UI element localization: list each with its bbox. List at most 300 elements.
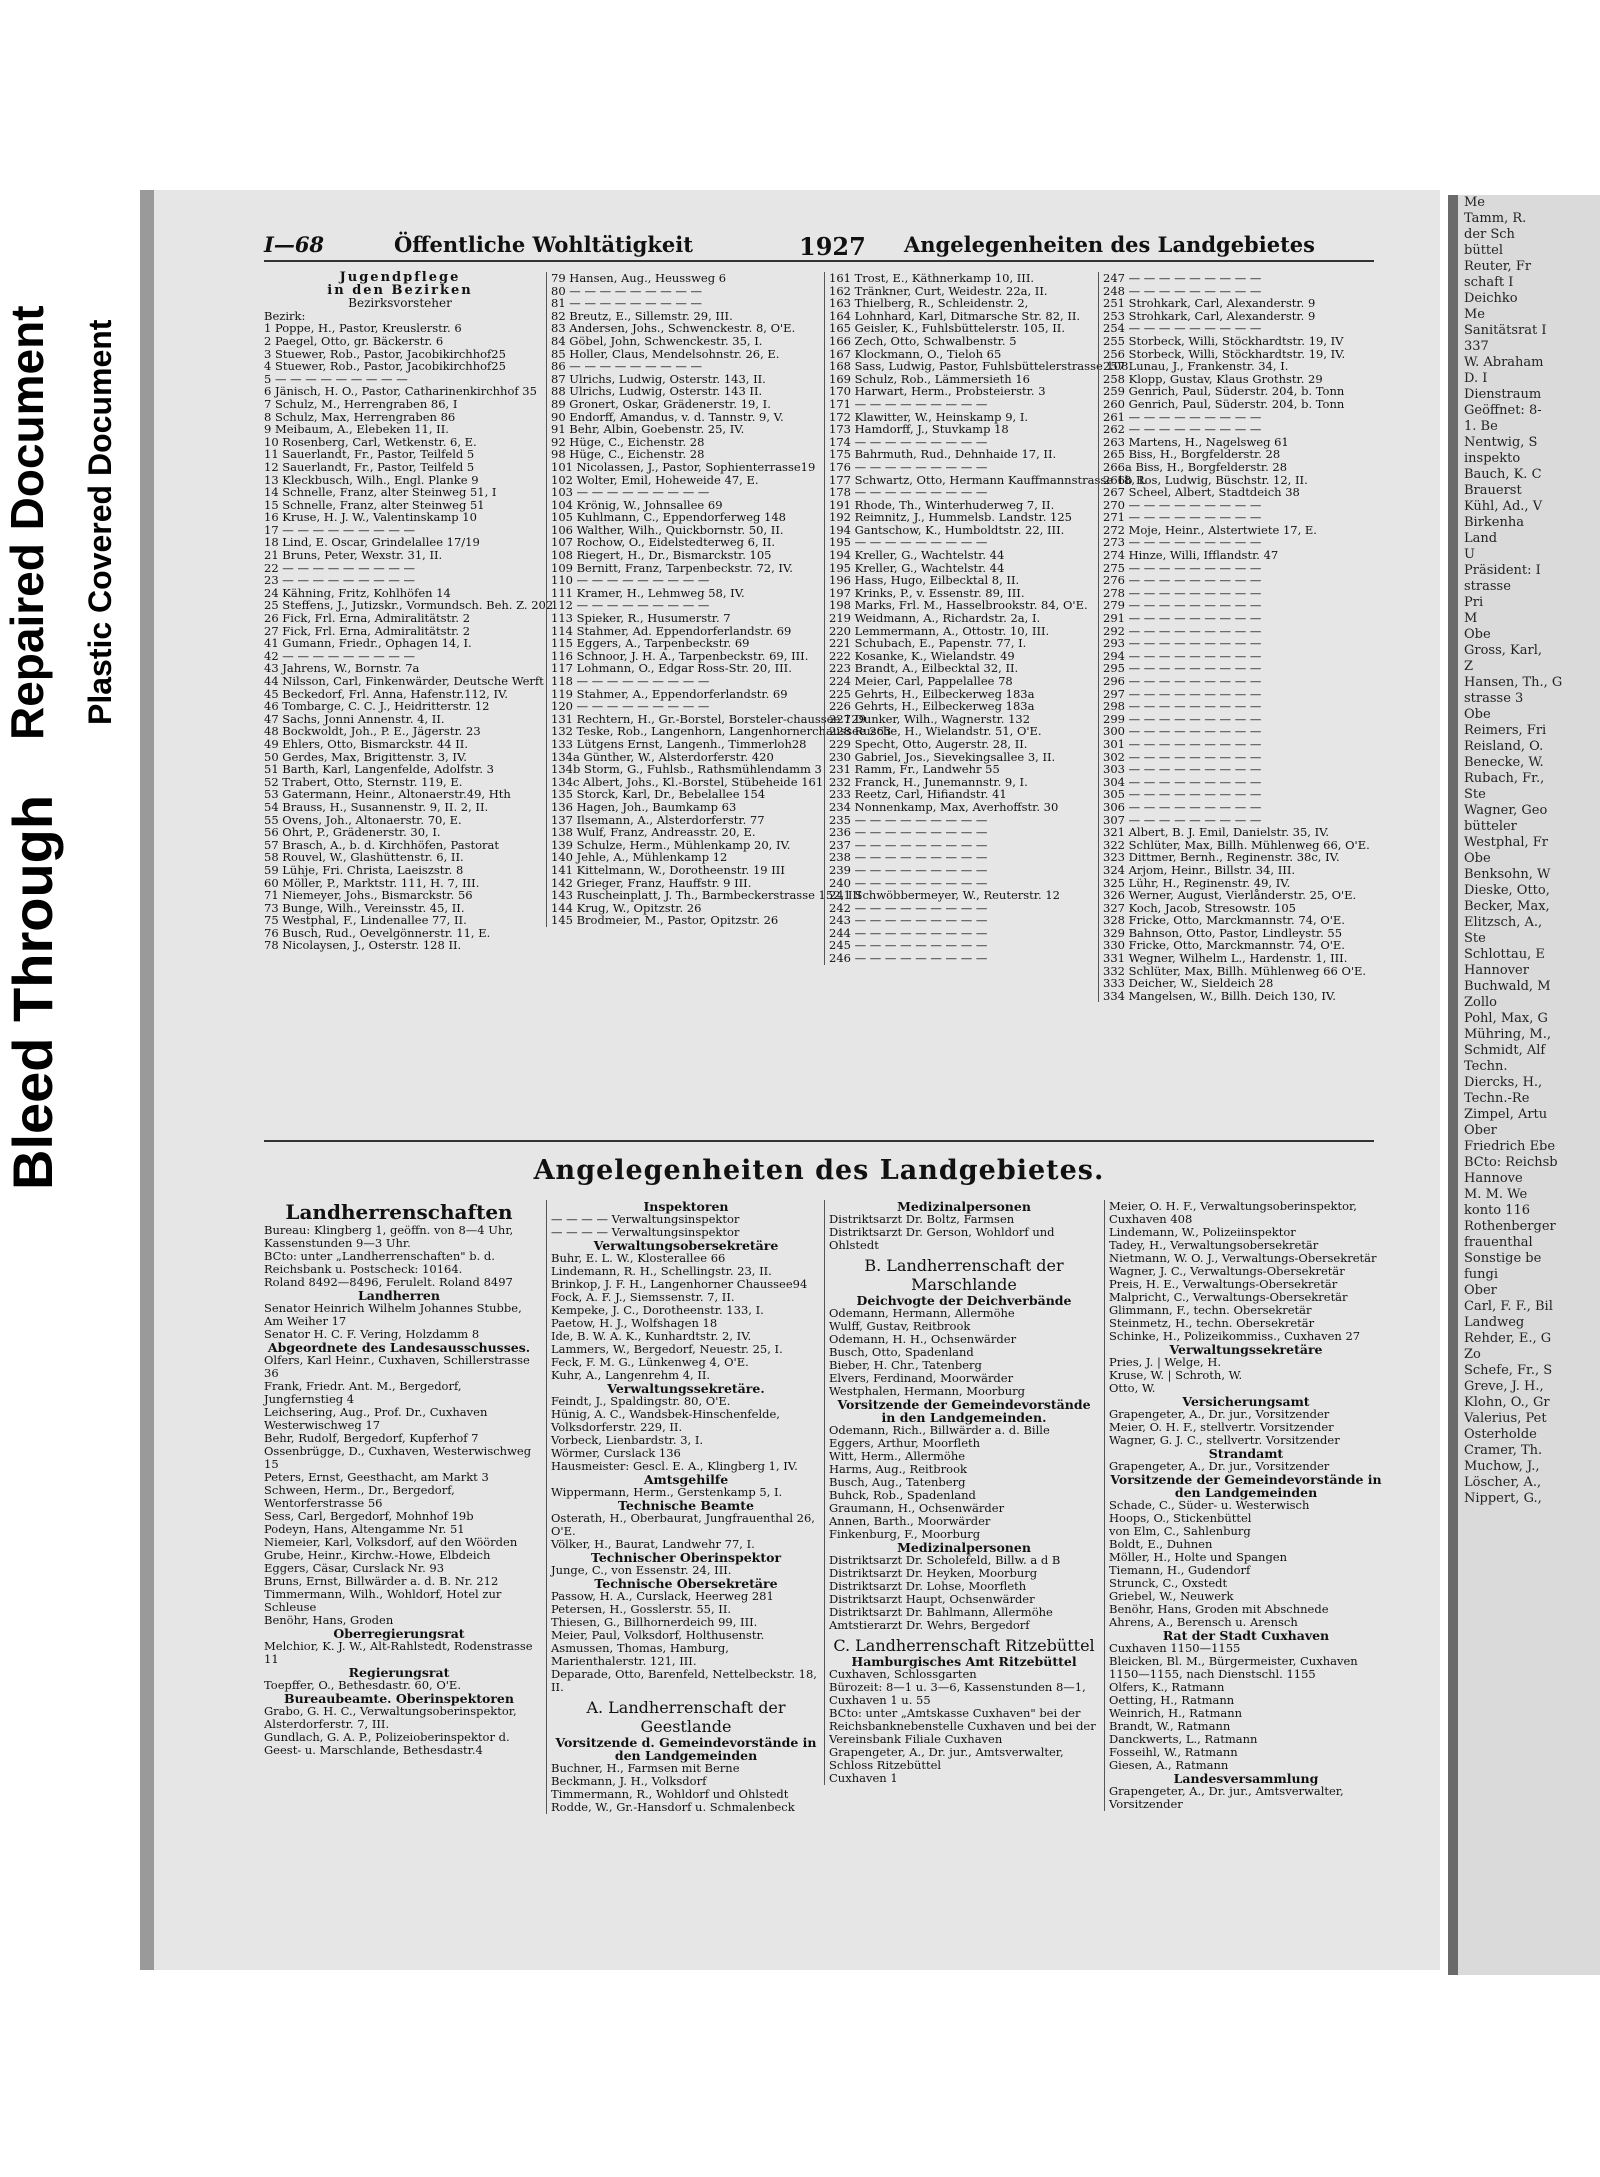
list-item: 236 — — — — — — — — — (829, 825, 988, 840)
bcol4-list (1109, 1200, 1383, 1811)
list-item: 242 — — — — — — — — — (829, 900, 988, 915)
list-item: Distriktsarzt Dr. Bahlmann, Allermöhe (829, 1605, 1053, 1619)
column-2 (546, 271, 892, 928)
list-item: 198 Marks, Frl. M., Hasselbrookstr. 84, O'E. (829, 598, 1088, 613)
fragment-line: Buchwald, M (1464, 979, 1551, 994)
fragment-line: Osterholde (1464, 1427, 1537, 1442)
list-item: Bleicken, Bl. M., Bürgermeister, Cuxhaven 1150—1155, nach Dienstschl. 1155 (1109, 1654, 1358, 1681)
list-item: 163 Thielberg, R., Schleidenstr. 2, (829, 296, 1029, 311)
list-item: 326 Werner, August, Vierlånderstr. 25, O'E. (1103, 888, 1357, 903)
list-item: BCto: unter „Landherrenschaften" b. d. Reichsbank u. Postscheck: 10164. (264, 1249, 495, 1276)
list-item: 168 Sass, Ludwig, Pastor, Fuhlsbüttelerstrasse 108 (829, 359, 1129, 374)
fragment-line: Nentwig, S (1464, 435, 1538, 450)
list-item: 13 Kleckbusch, Wilh., Engl. Planke 9 (264, 472, 479, 487)
list-item: Danckwerts, L., Ratmann (1109, 1732, 1258, 1746)
fragment-line: frauenthal (1464, 1235, 1533, 1250)
list-item: 239 — — — — — — — — — (829, 862, 988, 877)
header-year: 1927 (799, 232, 866, 261)
list-item: Vorbeck, Lienbardstr. 3, I. (551, 1433, 704, 1447)
fragment-line: Muchow, J., (1464, 1459, 1540, 1474)
list-item: BCto: unter „Amtskasse Cuxhaven" bei der Reichsbanknebenstelle Cuxhaven und bei der Vereinsbank Filiale Cuxhaven (829, 1706, 1096, 1746)
col1-list (264, 321, 554, 953)
label-repaired-document: Repaired Document (1, 305, 53, 740)
list-item: 240 — — — — — — — — — (829, 875, 988, 890)
list-item: Sess, Carl, Bergedorf, Mohnhof 19b (264, 1509, 474, 1523)
fragment-line: Ste (1464, 787, 1486, 802)
fragment-line: büttel (1464, 243, 1503, 258)
list-item: 110 — — — — — — — — — (551, 573, 710, 588)
fragment-line: Landweg (1464, 1315, 1525, 1330)
list-item: 53 Gatermann, Heinr., Altonaerstr.49, Hth (264, 787, 511, 802)
list-item: 292 — — — — — — — — — (1103, 623, 1262, 638)
list-item: 296 — — — — — — — — — (1103, 674, 1262, 688)
fragment-line: D. I (1464, 371, 1488, 386)
fragment-line: Rehder, E., G (1464, 1331, 1552, 1346)
list-item: 10 Rosenberg, Carl, Wetkenstr. 6, E. (264, 434, 477, 449)
list-item: 255 Storbeck, Willi, Stöckhardtstr. 19, IV (1103, 333, 1344, 348)
list-item: Ahrens, A., Berensch u. Arensch (1109, 1615, 1298, 1629)
fragment-line: strasse (1464, 579, 1511, 594)
list-item: 222 Kosanke, K., Wielandstr. 49 (829, 648, 1015, 663)
list-item: 266a Biss, H., Borgfelderstr. 28 (1103, 459, 1288, 474)
subsection-heading: Verwaltungssekretäre (1169, 1342, 1323, 1357)
bcol2-list (551, 1200, 821, 1814)
list-item: 87 Ulrichs, Ludwig, Osterstr. 143, II. (551, 371, 766, 386)
fragment-line: U (1464, 547, 1475, 562)
list-item: Benöhr, Hans, Groden mit Abschnede (1109, 1602, 1329, 1616)
list-item: 257 Lunau, J., Frankenstr. 34, I. (1103, 359, 1289, 374)
list-item: Glimmann, F., techn. Obersekretär (1109, 1303, 1312, 1317)
list-item: Hausmeister: Gescl. E. A., Klingberg 1, IV. (551, 1459, 798, 1473)
list-item: 271 — — — — — — — — — (1103, 510, 1262, 525)
list-item: Rodde, W., Gr.-Hansdorf u. Schmalenbeck (551, 1800, 795, 1814)
list-item: 167 Klockmann, O., Tieloh 65 (829, 346, 1002, 361)
list-item: 297 — — — — — — — — — (1103, 686, 1262, 701)
list-item: 48 Bockwoldt, Joh., P. E., Jägerstr. 23 (264, 724, 481, 739)
bottom-column-2 (546, 1200, 821, 1814)
list-item: Toepffer, O., Bethesdastr. 60, O'E. (264, 1678, 461, 1692)
list-item: Griebel, W., Neuwerk (1109, 1589, 1234, 1603)
list-item: 102 Wolter, Emil, Hoheweide 47, E. (551, 472, 759, 487)
subsection-heading: Hamburgisches Amt Ritzebüttel (851, 1654, 1077, 1669)
list-item: Eggers, Cäsar, Curslack Nr. 93 (264, 1561, 445, 1575)
list-item: 115 Eggers, A., Tarpenbeckstr. 69 (551, 636, 750, 651)
list-item: 178 — — — — — — — — — (829, 485, 988, 500)
list-item: Preis, H. E., Verwaltungs-Obersekretär (1109, 1277, 1338, 1291)
fragment-line: Reisland, O. (1464, 739, 1544, 754)
list-item: Weinrich, H., Ratmann (1109, 1706, 1243, 1720)
list-item: 52 Trabert, Otto, Sternstr. 119, E. (264, 774, 463, 789)
side-label-strip (0, 0, 140, 2177)
list-item: 3 Stuewer, Rob., Pastor, Jacobikirchhof25 (264, 346, 506, 361)
list-item: Bieber, H. Chr., Tatenberg (829, 1358, 982, 1372)
fragment-line: Mühring, M., (1464, 1027, 1551, 1042)
list-item: Thiesen, G., Billhornerdeich 99, III. (551, 1615, 758, 1629)
list-item: 54 Brauss, H., Susannenstr. 9, II. 2, II. (264, 799, 489, 814)
fragment-line: Diercks, H., (1464, 1075, 1543, 1090)
list-item: 73 Bunge, Wilh., Vereinsstr. 45, II. (264, 900, 465, 915)
list-item: 109 Bernitt, Franz, Tarpenbeckstr. 72, IV. (551, 560, 793, 575)
list-item: 26 Fick, Frl. Erna, Admiralitätstr. 2 (264, 611, 471, 626)
col4-list (1103, 272, 1383, 1002)
list-item: 227 Dunker, Wilh., Wagnerstr. 132 (829, 711, 1031, 726)
list-item: 90 Endorff, Amandus, v. d. Tannstr. 9, V. (551, 409, 784, 424)
fragment-line: Z (1464, 659, 1474, 674)
fragment-line: Dienstraum (1464, 387, 1542, 402)
list-item: 331 Wegner, Wilhelm L., Hardenstr. 1, III. (1103, 951, 1348, 966)
bcol1-list (264, 1224, 534, 1757)
fragment-line: Rubach, Fr., (1464, 771, 1545, 786)
list-item: 323 Dittmer, Bernh., Reginenstr. 38c, IV. (1103, 850, 1340, 865)
fragment-line: schaft I (1464, 275, 1514, 290)
list-item: Passow, H. A., Curslack, Heerweg 281 (551, 1589, 774, 1603)
list-item: 134b Storm, G., Fuhlsb., Rathsmühlendamm 3 (551, 762, 822, 777)
list-item: 266b Ros, Ludwig, Büschstr. 12, II. (1103, 472, 1308, 487)
fragment-line: Obe (1464, 851, 1491, 866)
list-item: 136 Hagen, Joh., Baumkamp 63 (551, 799, 737, 814)
fragment-line: Hannove (1464, 1171, 1523, 1186)
list-item: 24 Kähning, Fritz, Kohlhöfen 14 (264, 585, 451, 600)
list-item: 254 — — — — — — — — — (1103, 321, 1262, 336)
list-item: Roland 8492—8496, Ferulelt. Roland 8497 (264, 1275, 513, 1289)
list-item: Lammers, W., Bergedorf, Neuestr. 25, I. (551, 1342, 783, 1356)
label-plastic-covered: Plastic Covered Document (82, 319, 118, 725)
list-item: 113 Spieker, R., Husumerstr. 7 (551, 611, 731, 626)
list-item: 295 — — — — — — — — — (1103, 661, 1262, 676)
list-item: Distriktsarzt Dr. Boltz, Farmsen (829, 1212, 1015, 1226)
fragment-line: bütteler (1464, 819, 1517, 834)
fragment-line: M (1464, 611, 1478, 626)
list-item: — — — — Verwaltungsinspektor (551, 1212, 740, 1226)
list-item: 84 Göbel, John, Schwenckestr. 35, I. (551, 333, 763, 348)
list-item: Hoops, O., Stickenbüttel (1109, 1511, 1252, 1525)
fragment-line: Hansen, Th., G (1464, 675, 1563, 690)
list-item: 196 Hass, Hugo, Eilbecktal 8, II. (829, 573, 1020, 588)
list-item: 17 — — — — — — — — — (264, 522, 416, 537)
list-item: 108 Riegert, H., Dr., Bismarckstr. 105 (551, 548, 772, 563)
list-item: 279 — — — — — — — — — (1103, 598, 1262, 613)
list-item: 105 Kuhlmann, C., Eppendorferweg 148 (551, 510, 786, 525)
fragment-line: strasse 3 (1464, 691, 1524, 706)
list-item: 305 — — — — — — — — — (1103, 787, 1262, 802)
list-item: Grabo, G. H. C., Verwaltungsoberinspektor, Alsterdorferstr. 7, III. (264, 1704, 517, 1731)
list-item: 194 Kreller, G., Wachtelstr. 44 (829, 548, 1005, 563)
list-item: 133 Lütgens Ernst, Langenh., Timmerloh28 (551, 736, 807, 751)
subsection-heading: Rat der Stadt Cuxhaven (1162, 1628, 1330, 1643)
fragment-line: Techn.-Re (1464, 1091, 1530, 1106)
list-item: Busch, Otto, Spadenland (829, 1345, 974, 1359)
list-item: Olfers, K., Ratmann (1109, 1680, 1225, 1694)
list-item: Frank, Friedr. Ant. M., Bergedorf, Jungfernstieg 4 (264, 1379, 462, 1406)
list-item: Distriktsarzt Dr. Lohse, Moorfleth (829, 1579, 1027, 1593)
fragment-line: Carl, F. F., Bil (1464, 1299, 1553, 1314)
subsection-heading: Deichvogte der Deichverbände (856, 1293, 1072, 1308)
list-item: 139 Schulze, Herm., Mühlenkamp 20, IV. (551, 837, 791, 852)
list-item: 304 — — — — — — — — — (1103, 774, 1262, 789)
subsection-heading: Technische Obersekretäre (594, 1576, 778, 1591)
page-header (264, 230, 1374, 262)
list-item: 334 Mangelsen, W., Billh. Deich 130, IV. (1103, 988, 1336, 1003)
subsection-heading: Landherren (358, 1288, 440, 1303)
list-item: Senator H. C. F. Vering, Holzdamm 8 (264, 1327, 480, 1341)
list-item: 14 Schnelle, Franz, alter Steinweg 51, I (264, 485, 497, 500)
list-item: Meier, O. H. F., Verwaltungsoberinspektor, Cuxhaven 408 (1109, 1199, 1357, 1226)
list-item: Amtstierarzt Dr. Wehrs, Bergedorf (829, 1618, 1030, 1632)
list-item: 170 Harwart, Herm., Probsteierstr. 3 (829, 384, 1046, 399)
list-item: Harms, Aug., Reitbrook (829, 1462, 967, 1476)
list-item: 263 Martens, H., Nagelsweg 61 (1103, 434, 1289, 449)
list-item: 137 Ilsemann, A., Alsterdorferstr. 77 (551, 812, 765, 827)
list-item: 247 — — — — — — — — — (1103, 271, 1262, 285)
list-item: Deparade, Otto, Barenfeld, Nettelbeckstr. 18, II. (551, 1667, 817, 1694)
fragment-line: der Sch (1464, 227, 1515, 242)
document-page (140, 190, 1440, 1970)
list-item: 225 Gehrts, H., Eilbeckerweg 183a (829, 686, 1035, 701)
column-3 (824, 271, 1147, 966)
list-item: Tiemann, H., Gudendorf (1109, 1563, 1251, 1577)
list-item: 58 Rouvel, W., Glashüttenstr. 6, II. (264, 850, 464, 865)
list-item: Niemeier, Karl, Volksdorf, auf den Wöörden (264, 1535, 518, 1549)
list-item: Otto, W. (1109, 1381, 1156, 1395)
fragment-line: BCto: Reichsb (1464, 1155, 1558, 1170)
list-item: 253 Strohkark, Carl, Alexanderstr. 9 (1103, 308, 1316, 323)
list-item: 262 — — — — — — — — — (1103, 422, 1262, 437)
subsection-heading: Medizinalpersonen (897, 1540, 1031, 1555)
fragment-line: Elitzsch, A., (1464, 915, 1543, 930)
list-item: Wulff, Gustav, Reitbrook (829, 1319, 971, 1333)
list-item: 98 Hüge, C., Eichenstr. 28 (551, 447, 705, 462)
subsection-heading: Technischer Oberinspektor (590, 1550, 782, 1565)
fragment-line: konto 116 (1464, 1203, 1531, 1218)
list-item: 55 Ovens, Joh., Altonaerstr. 70, E. (264, 812, 462, 827)
fragment-line: Cramer, Th. (1464, 1443, 1543, 1458)
list-item: 192 Reimnitz, J., Hummelsb. Landstr. 125 (829, 510, 1072, 525)
fragment-line: Gross, Karl, (1464, 643, 1542, 658)
list-item: 272 Moje, Heinr., Alstertwiete 17, E. (1103, 522, 1317, 537)
list-item: 6 Jänisch, H. O., Pastor, Catharinenkirchhof 35 (264, 384, 537, 399)
bcol3-list (829, 1200, 1099, 1785)
list-item: 79 Hansen, Aug., Heussweg 6 (551, 271, 727, 285)
list-item: Westphalen, Hermann, Moorburg (829, 1384, 1025, 1398)
list-item: 173 Hamdorff, J., Stuvkamp 18 (829, 422, 1009, 437)
list-item: 329 Bahnson, Otto, Pastor, Lindleystr. 55 (1103, 925, 1343, 940)
section-divider (264, 1140, 1374, 1142)
list-item: 117 Lohmann, O., Edgar Ross-Str. 20, III. (551, 661, 792, 676)
list-item: 86 — — — — — — — — — (551, 359, 703, 374)
list-item: 228 Rusche, H., Wielandstr. 51, O'E. (829, 724, 1042, 739)
fragment-line: Sonstige be (1464, 1251, 1542, 1266)
list-item: Buchner, H., Farmsen mit Berne (551, 1761, 740, 1775)
fragment-line: Nippert, G., (1464, 1491, 1542, 1506)
section-heading: A. Landherrenschaft der Geestlande (586, 1698, 786, 1736)
list-item: 116 Schnoor, J. H. A., Tarpenbeckstr. 69, III. (551, 648, 809, 663)
list-item: 42 — — — — — — — — — (264, 648, 416, 663)
list-item: von Elm, C., Sahlenburg (1109, 1524, 1251, 1538)
list-item: 83 Andersen, Johs., Schwenckestr. 8, O'E. (551, 321, 796, 336)
list-item: 103 — — — — — — — — — (551, 485, 710, 500)
list-item: 43 Jahrens, W., Bornstr. 7a (264, 661, 420, 676)
list-item: 322 Schlüter, Max, Billh. Mühlenweg 66, O'E. (1103, 837, 1370, 852)
list-item: Pries, J. | Welge, H. (1109, 1355, 1222, 1369)
fragment-line: Klohn, O., Gr (1464, 1395, 1550, 1410)
list-item: 132 Teske, Rob., Langenhorn, Langenhornerchaussee 263 (551, 724, 892, 739)
list-item: 120 — — — — — — — — — (551, 699, 710, 714)
list-item: 256 Storbeck, Willi, Stöckhardtstr. 19, IV. (1103, 346, 1346, 361)
list-item: 142 Grieger, Franz, Hauffstr. 9 III. (551, 875, 752, 890)
fragment-line: Greve, J. H., (1464, 1379, 1544, 1394)
list-item: 258 Klopp, Gustav, Klaus Grothstr. 29 (1103, 371, 1323, 386)
list-item: 47 Sachs, Jonni Annenstr. 4, II. (264, 711, 445, 726)
fragment-line: 1. Be (1464, 419, 1498, 434)
list-item: Malpricht, C., Verwaltungs-Obersekretär (1109, 1290, 1348, 1304)
list-item: Odemann, H. H., Ochsenwärder (829, 1332, 1017, 1346)
list-item: Möller, H., Holte und Spangen (1109, 1550, 1288, 1564)
list-item: Melchior, K. J. W., Alt-Rahlstedt, Rodenstrasse 11 (264, 1639, 533, 1666)
fragment-line: Geöffnet: 8- (1464, 403, 1542, 418)
list-item: Timmermann, Wilh., Wohldorf, Hotel zur Schleuse (264, 1587, 502, 1614)
list-item: 172 Klawitter, W., Heinskamp 9, I. (829, 409, 1029, 424)
list-item: Graumann, H., Ochsenwärder (829, 1501, 1005, 1515)
list-item: 333 Deicher, W., Sieldeich 28 (1103, 976, 1274, 991)
fragment-line: Schefe, Fr., S (1464, 1363, 1553, 1378)
list-item: 169 Schulz, Rob., Lämmersieth 16 (829, 371, 1031, 386)
list-item: 101 Nicolassen, J., Pastor, Sophienterrasse19 (551, 459, 816, 474)
list-item: 224 Meier, Carl, Pappelallee 78 (829, 674, 1013, 688)
fragment-line: Dieske, Otto, (1464, 883, 1550, 898)
bottom-column-3 (824, 1200, 1099, 1785)
fragment-line: Obe (1464, 707, 1491, 722)
list-item: Distriktsarzt Dr. Scholefeld, Billw. a d B (829, 1553, 1061, 1567)
list-item: Schade, C., Süder- u. Westerwisch (1109, 1498, 1310, 1512)
list-item: 246 — — — — — — — — — (829, 951, 988, 966)
list-item: 260 Genrich, Paul, Süderstr. 204, b. Tonn (1103, 396, 1345, 411)
fragment-line: Ober (1464, 1123, 1497, 1138)
list-item: Grapengeter, A., Dr. jur., Vorsitzender (1109, 1407, 1330, 1421)
bottom-column-1 (264, 1200, 534, 1757)
list-item: Podeyn, Hans, Altengamme Nr. 51 (264, 1522, 465, 1536)
page-number: I—68 (264, 232, 325, 257)
list-item: 112 — — — — — — — — — (551, 598, 710, 613)
fragment-line: Ste (1464, 931, 1486, 946)
fragment-line: fungi (1464, 1267, 1499, 1282)
list-item: Senator Heinrich Wilhelm Johannes Stubbe, Am Weiher 17 (264, 1301, 522, 1328)
fragment-line: Zo (1464, 1347, 1481, 1362)
col2-list (551, 271, 892, 928)
list-item: Gundlach, G. A. P., Polizeioberinspektor d. Geest- u. Marschlande, Bethesdastr.4 (264, 1730, 510, 1757)
list-item: 2 Paegel, Otto, gr. Bäckerstr. 6 (264, 333, 444, 348)
list-item: 106 Walther, Wilh., Quickbornstr. 50, II. (551, 522, 784, 537)
list-item: 299 — — — — — — — — — (1103, 711, 1262, 726)
list-item: 195 — — — — — — — — — (829, 535, 988, 550)
fragment-line: Schlottau, E (1464, 947, 1545, 962)
list-item: 143 Ruscheinplatt, J. Th., Barmbeckerstrasse 152, III (551, 888, 862, 903)
list-item: 85 Holler, Claus, Mendelsohnstr. 26, E. (551, 346, 780, 361)
list-item: Feck, F. M. G., Lünkenweg 4, O'E. (551, 1355, 749, 1369)
fragment-line: Reimers, Fri (1464, 723, 1547, 738)
fragment-line: Zimpel, Artu (1464, 1107, 1548, 1122)
list-item: 306 — — — — — — — — — (1103, 799, 1262, 814)
list-item: 41 Gumann, Friedr., Ophagen 14, I. (264, 636, 472, 651)
list-item: 275 — — — — — — — — — (1103, 560, 1262, 575)
list-item: 12 Sauerlandt, Fr., Pastor, Teilfeld 5 (264, 459, 475, 474)
subsection-heading: Verwaltungsobersekretäre (593, 1238, 779, 1253)
fragment-line: 337 (1464, 339, 1489, 354)
fragment-line: Benksohn, W (1464, 867, 1551, 882)
list-item: 60 Möller, P., Marktstr. 111, H. 7, III. (264, 875, 480, 890)
list-item: Distriktsarzt Dr. Gerson, Wohldorf und Ohlstedt (829, 1225, 1055, 1252)
list-item: 5 — — — — — — — — — (264, 371, 408, 386)
list-item: 175 Bahrmuth, Rud., Dehnhaide 17, II. (829, 447, 1057, 462)
list-item: Eggers, Arthur, Moorfleth (829, 1436, 981, 1450)
list-item: 330 Fricke, Otto, Marckmannstr. 74, O'E. (1103, 938, 1345, 953)
fragment-line: Rothenberger (1464, 1219, 1556, 1234)
list-item: Finkenburg, F., Moorburg (829, 1527, 981, 1541)
list-item: Beckmann, J. H., Volksdorf (551, 1774, 707, 1788)
list-item: 274 Hinze, Willi, Ifflandstr. 47 (1103, 548, 1279, 563)
list-item: 230 Gabriel, Jos., Sievekingsallee 3, II. (829, 749, 1056, 764)
fragment-line: Land (1464, 531, 1498, 546)
list-item: 57 Brasch, A., b. d. Kirchhöfen, Pastorat (264, 837, 499, 852)
list-item: 294 — — — — — — — — — (1103, 648, 1262, 663)
list-item: 234 Nonnenkamp, Max, Averhoffstr. 30 (829, 799, 1059, 814)
list-item: 118 — — — — — — — — — (551, 674, 710, 688)
list-item: Bruns, Ernst, Billwärder a. d. B. Nr. 212 (264, 1574, 499, 1588)
list-item: Grube, Heinr., Kirchw.-Howe, Elbdeich (264, 1548, 491, 1562)
subsection-heading: Verwaltungssekretäre. (607, 1381, 765, 1396)
list-item: 7 Schulz, M., Herrengraben 86, I (264, 396, 458, 411)
list-item: 44 Nilsson, Carl, Finkenwärder, Deutsche Werft (264, 674, 544, 688)
list-item: 300 — — — — — — — — — (1103, 724, 1262, 739)
list-item: Kempeke, J. C., Dorotheenstr. 133, I. (551, 1303, 764, 1317)
list-item: 15 Schnelle, Franz, alter Steinweg 51 (264, 497, 485, 512)
list-item: 164 Lohnhard, Karl, Ditmarsche Str. 82, II. (829, 308, 1081, 323)
list-item: 176 — — — — — — — — — (829, 459, 988, 474)
list-item: 223 Brandt, A., Eilbecktal 32, II. (829, 661, 1019, 676)
col1-heading2: in den Bezirken (327, 282, 473, 298)
list-item: Schween, Herm., Dr., Bergedorf, Wentorferstrasse 56 (264, 1483, 455, 1510)
fragment-line: Präsident: I (1464, 563, 1541, 578)
list-item: Distriktsarzt Dr. Heyken, Moorburg (829, 1566, 1038, 1580)
list-item: Olfers, Karl Heinr., Cuxhaven, Schillerstrasse 36 (264, 1353, 530, 1380)
subsection-heading: Medizinalpersonen (897, 1199, 1031, 1214)
list-item: 23 — — — — — — — — — (264, 573, 416, 588)
subsection-heading: Oberregierungsrat (333, 1626, 465, 1641)
list-item: 78 Nicolaysen, J., Osterstr. 128 II. (264, 938, 462, 953)
list-item: 104 Krönig, W., Johnsallee 69 (551, 497, 723, 512)
list-item: 259 Genrich, Paul, Süderstr. 204, b. Tonn (1103, 384, 1345, 399)
list-item: 194 Gantschow, K., Humboldtstr. 22, III. (829, 522, 1065, 537)
list-item: Buhr, E. L. W., Klosterallee 66 (551, 1251, 726, 1265)
fragment-line: Hannover (1464, 963, 1529, 978)
list-item: 56 Ohrt, P., Grädenerstr. 30, I. (264, 825, 441, 840)
list-item: Oetting, H., Ratmann (1109, 1693, 1235, 1707)
fragment-line: Brauerst (1464, 483, 1522, 498)
col1-heading1: Jugendpflege (339, 270, 461, 285)
list-item: 307 — — — — — — — — — (1103, 812, 1262, 827)
list-item: Ossenbrügge, D., Cuxhaven, Westerwischweg 15 (264, 1444, 532, 1471)
label-bleed-through: Bleed Through (1, 794, 64, 1190)
list-item: 111 Kramer, H., Lehmweg 58, IV. (551, 585, 745, 600)
fragment-line: Schmidt, Alf (1464, 1043, 1546, 1058)
subsection-heading: Regierungsrat (348, 1665, 450, 1680)
list-item: Annen, Barth., Moorwärder (829, 1514, 991, 1528)
fragment-line: Friedrich Ebe (1464, 1139, 1556, 1154)
right-fragment-list (1458, 195, 1600, 1507)
list-item: Fosseihl, W., Ratmann (1109, 1745, 1238, 1759)
fragment-line: Löscher, A., (1464, 1475, 1542, 1490)
list-item: 119 Stahmer, A., Eppendorferlandstr. 69 (551, 686, 788, 701)
list-item: 248 — — — — — — — — — (1103, 283, 1262, 298)
